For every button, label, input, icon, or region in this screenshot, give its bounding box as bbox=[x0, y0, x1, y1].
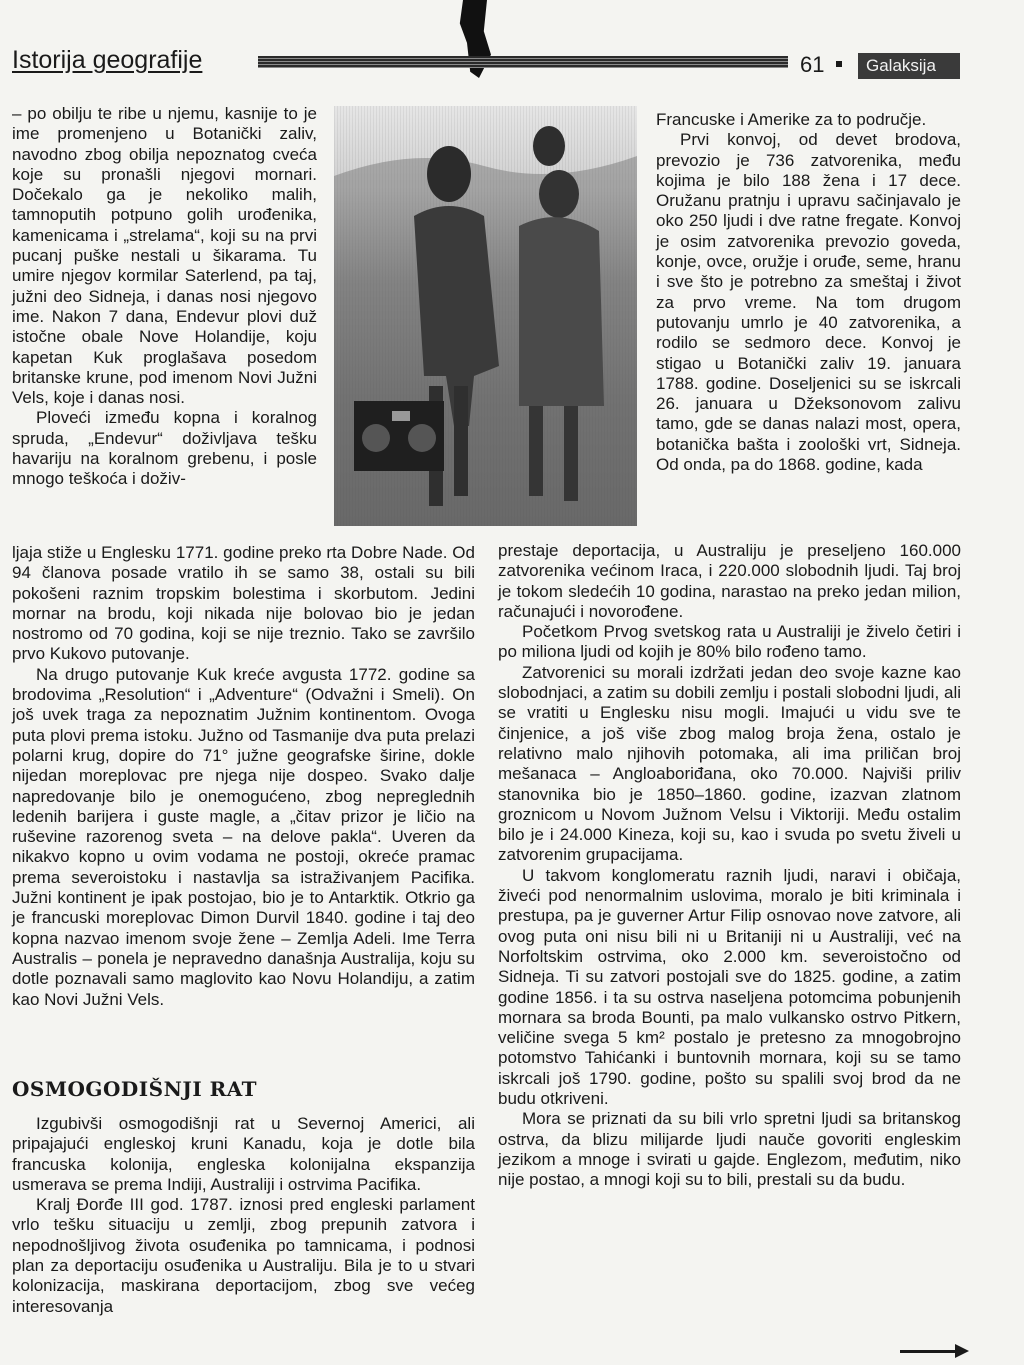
continue-arrow-head-icon bbox=[955, 1344, 969, 1358]
paragraph: Prvi konvoj, od devet brodova, prevozio je 736 zatvorenika, među kojima je bilo 188 žena i 17 dece. Oružanu pratnju i upravu sačinjavalo je oko 250 ljudi i dve ratne fregate. Konvoj je osim zatvorenika prevozio goveda, konje, ovce, oružje i oruđe, seme, hranu i sve što je potrebno za smeštaj i život za prvo vreme. Na tom drugom putovanju umrlo je 40 zatvorenika, a rodilo se sedmoro dece. Konvoj je stigao u Botanički zaliv 19. januara 1788. godine. Doseljenici su se iskrcali 26. januara u Džeksonovom zalivu tamo, gde se danas nalazi most, opera, botanička bašta i zoološki vrt, Sidneja. Od onda, pa do 1868. godine, kada bbox=[656, 130, 961, 475]
paragraph: prestaje deportacija, u Australiju je preseljeno 160.000 zatvorenika većinom Iraca, i 220.000 slobodnih ljudi. Taj broj je tokom sledećih 10 godina, narastao na preko jedan milion, računajući i novorođene. bbox=[498, 541, 961, 621]
section-heading: OSMOGODIŠNJI RAT bbox=[12, 1077, 258, 1101]
page-number: 61 bbox=[800, 52, 825, 77]
paragraph: Zatvorenici su morali izdržati jedan deo svoje kazne kao slobodnjaci, a zatim su dobili zemlju i postali slobodni ljudi, ali se vratiti u Englesku nisu mogli. Imajući u vidu sve te činjenice, a još više zbog malog broja žena, ostalo je relativno malo njihovih potomaka, ali ima priličan broj mešanaca – Angloaboriđana, oko 70.000. Najviši priliv stanovnika bio je 1850–1860. godine, izazvan zlatnom groznicom u Novom Južnom Velsu i Viktoriji. Među ostalim bilo je i 24.000 Kineza, koji su, kao i svuda po svetu živeli u zatvorenim grupacijama. bbox=[498, 662, 961, 865]
paragraph: Ploveći između kopna i koralnog spruda, „Endevur“ doživljava tešku havariju na koralnom grebenu, i posle mnogo teškoća i doživ- bbox=[12, 408, 317, 489]
photo-figures bbox=[334, 106, 637, 526]
bullet-separator bbox=[836, 61, 842, 67]
section-badge: Galaksija bbox=[858, 53, 960, 79]
paragraph: Mora se priznati da su bili vrlo spretni ljudi sa britanskog ostrva, da blizu milijarde ljudi nauče govoriti engleskim jezikom a mnoge i svirati u gajde. Englezom, međutim, niko nije postao, a mnogi koji su to bili, prestali su da budu. bbox=[498, 1109, 961, 1190]
header-rule bbox=[258, 56, 788, 68]
running-header-title: Istorija geografije bbox=[12, 46, 203, 74]
paragraph: Na drugo putovanje Kuk kreće avgusta 1772. godine sa brodovima „Resolution“ i „Adventure“ (Odvažni i Smeli). On još uvek traga za nepoznatim Južnim kontinentom. Ovoga puta plovi prema istoku. Južno od Tasmanije dva puta prelazi polarni krug, dopire do 71° južne geografske širine, dokle nijedan moreplovac pre njega nije dospeo. Svako dalje napredovanje bilo je onemogućeno, zbog nepreglednih ledenih barijera i guste magle, a „čitav prizor je ličio na ruševine razorenog sveta – na delove pakla“. Uveren da nikakvo kopno u ovim vodama ne postoji, okreće pramac prema severoistoku i nastavlja sa istraživanjem Pacifika. Južni kontinent je ipak postojao, bio je to Antarktik. Otkrio ga je francuski moreplovac Dimon Durvil 1840. godine i taj deo kopna nazvao imenom svoje žene – Zemlja Adeli. Ime Terra Australis – ponela je nepravedno današnja Australija, koju su dotle poznavali samo maglovito kao Novu Holandiju, a zatim kao Novi Južni Vels. bbox=[12, 664, 475, 1009]
paragraph: ljaja stiže u Englesku 1771. godine preko rta Dobre Nade. Od 94 članova posade vratilo ih se samo 38, ostali su bili pokošeni raznim tropskim bolestima i skorbutom. Jedini mornar na brodu, koji nikada nije bolovao bio je jedan nostromo od 70 godina, koji se nije treznio. Tako se završilo prvo Kukovo putovanje. bbox=[12, 543, 475, 664]
left-column-top bbox=[12, 104, 317, 490]
paragraph: Izgubivši osmogodišnji rat u Severnoj Americi, ali pripajajući engleskoj kruni Kanadu, koja je dotle bila francuska kolonija, engleska kolonijalna ekspanzija usmerava se prema Indiji, Australiji i ostrvima Pacifika. bbox=[12, 1114, 475, 1194]
paragraph: U takvom konglomeratu raznih ljudi, naravi i običaja, živeći pod nenormalnim uslovima, moralo je biti kriminala i prestupa, pa je guverner Artur Filip osnovao nove zatvore, ali ovog puta oni nisu bili ni u Britaniji ni u Australiji, već na Norfoltskim ostrvima, oko 2.000 km. severoistočno od Sidneja. Ti su zatvori postojali sve do 1825. godine, a zatim godine 1856. i ta su ostrva naseljena potomcima pobunjenih mornara sa broda Bounti, pa malo vulkansko ostrvo Pitkern, veličine svega 5 km² postalo je pretesno za mnogobrojno potomstvo Tahićanki i buntovnih mornara, koji su se tamo iskrcali još 1790. godine, pošto su spalili svoj brod da ne budu otkriveni. bbox=[498, 865, 961, 1109]
paragraph: Kralj Đorđe III god. 1787. iznosi pred engleski parlament vrlo tešku situaciju u zemlji, zbog prepunih zatvora i nepodnošljivog života osuđenika po tamnicama, i podnosi plan za deportaciju osuđenika u Australiju. Bila je to u stvari kolonizacija, maskirana deportacijom, zbog sve većeg interesovanja bbox=[12, 1195, 475, 1316]
right-column-top bbox=[656, 110, 961, 475]
left-column-bottom bbox=[12, 543, 475, 1010]
photograph bbox=[334, 106, 637, 526]
right-column-bottom bbox=[498, 541, 961, 1191]
continue-arrow-icon bbox=[900, 1350, 960, 1353]
paragraph: Francuske i Amerike za to područje. bbox=[656, 110, 927, 129]
left-column-after-heading bbox=[12, 1114, 475, 1317]
paragraph: Početkom Prvog svetskog rata u Australiji je živelo četiri i po miliona ljudi od kojih je 80% bilo rođeno tamo. bbox=[498, 622, 961, 662]
paragraph: – po obilju te ribe u njemu, kasnije to je ime promenjeno u Botanički zaliv, navodno zbog obilja nepoznatog cveća koje su pronašli njegovi mornari. Dočekalo ga je nekoliko malih, tamnoputih potpuno golih urođenika, kamenicama i „strelama“, koji su na prvi pucanj puške nestali u šikarama. Tu umire njegov kormilar Saterlend, pa taj, južni deo Sidneja, i danas nosi njegovo ime. Nakon 7 dana, Endevur plovi duž istočne obale Nove Holandije, koju kapetan Kuk proglašava posedom britanske krune, pod imenom Novi Južni Vels, koje i danas nosi. bbox=[12, 104, 317, 408]
